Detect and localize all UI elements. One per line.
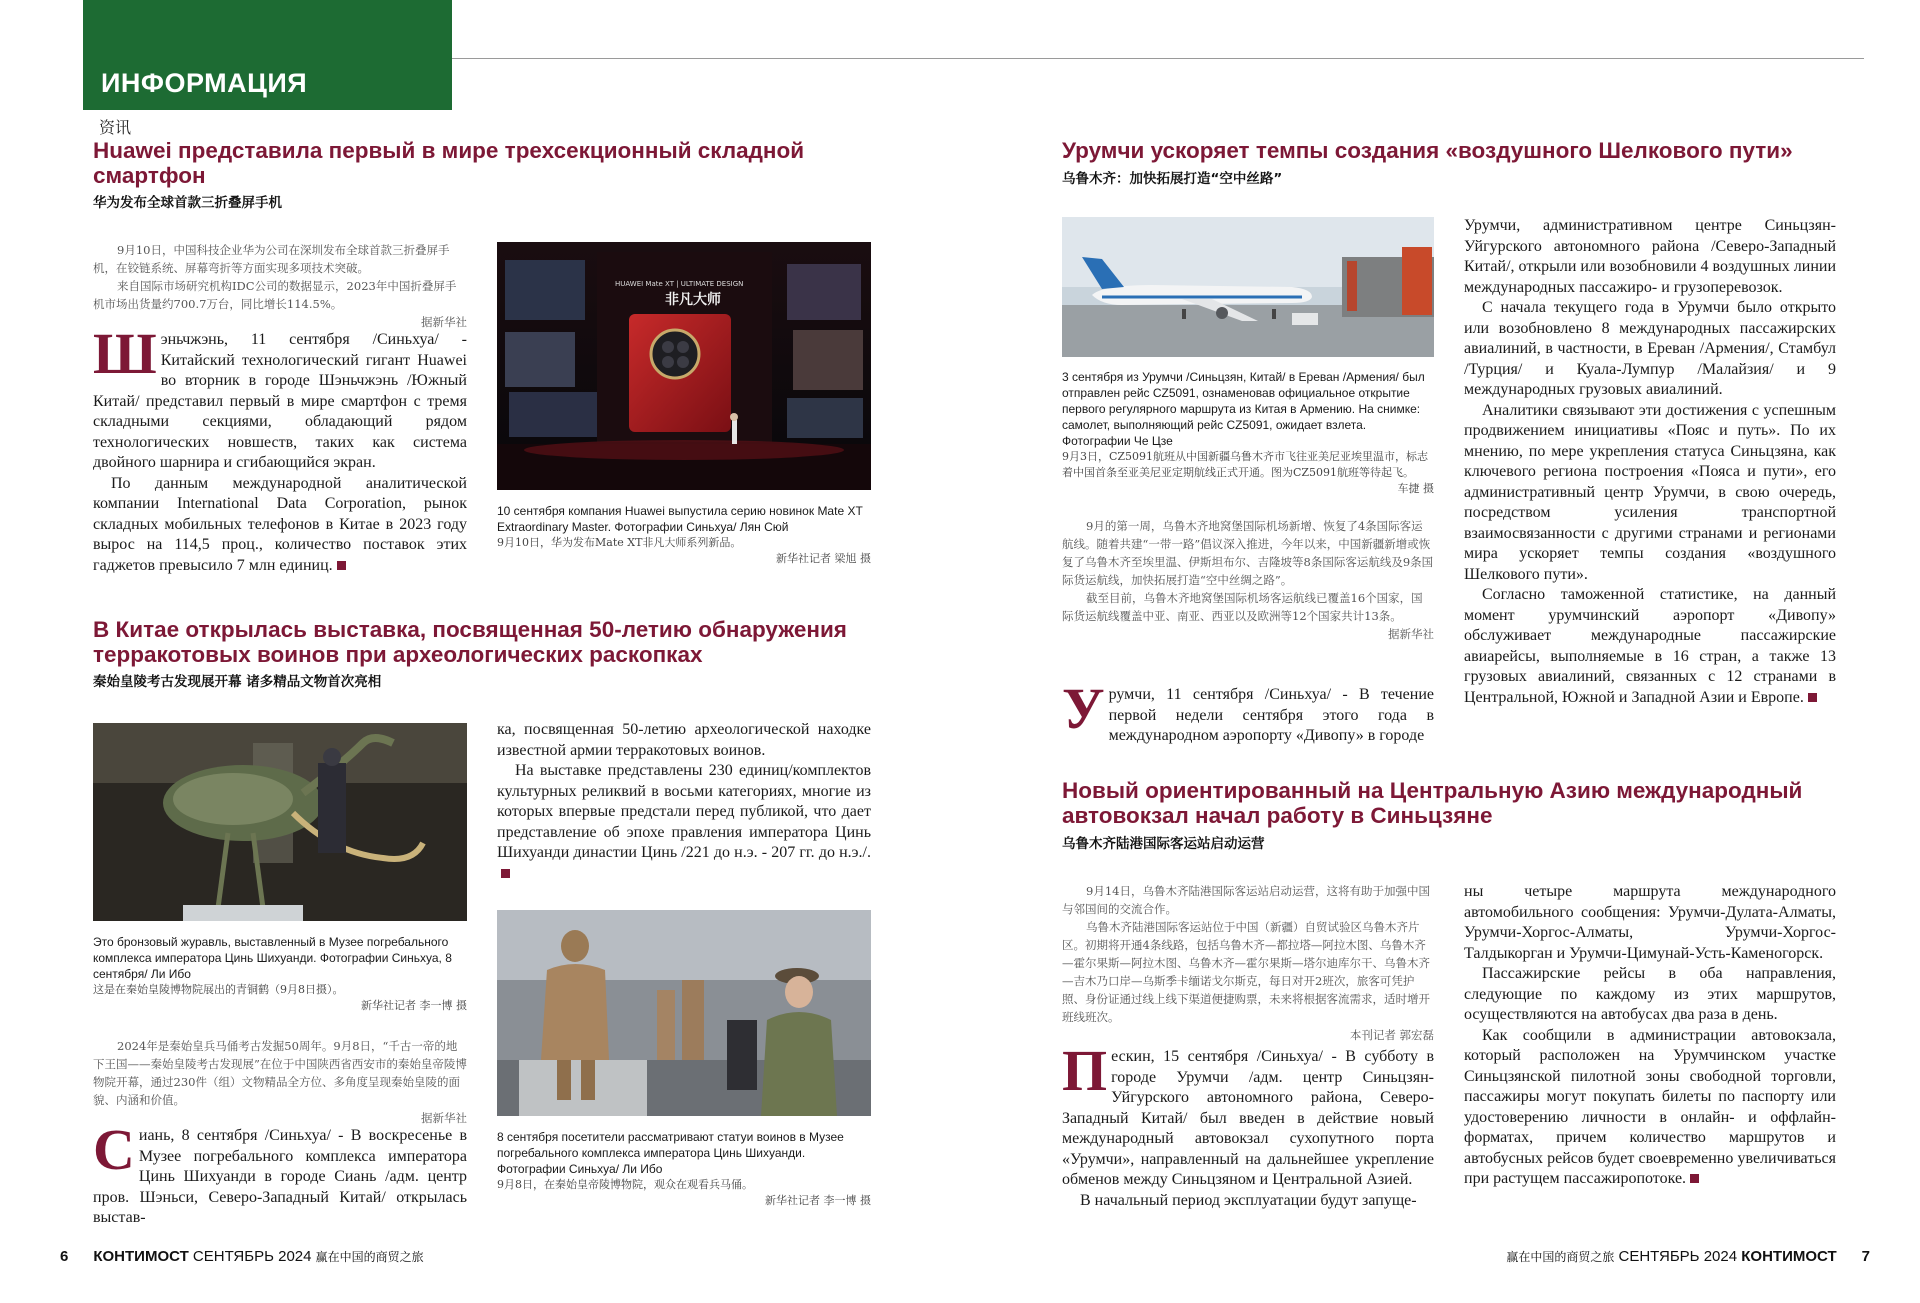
article2-photo2-caption-cn: [497, 1177, 871, 1209]
article4-body-col2: [1464, 882, 1836, 1190]
article2-photo1-caption-cn-text: 这是在秦始皇陵博物院展出的青铜鹤（9月8日摄）。: [93, 983, 344, 996]
article2-photo2-caption-cn-text: 9月8日，在秦始皇帝陵博物院，观众在观看兵马俑。: [497, 1178, 753, 1191]
end-mark: [501, 869, 510, 878]
article3-cn-lead-p2: 截至目前，乌鲁木齐地窝堡国际机场客运航线已覆盖16个国家，国际货运航线覆盖中亚、南亚、西亚以及欧洲等12个国家共计13条。: [1062, 591, 1423, 623]
article3-photo-caption-cn-text: 9月3日，CZ5091航班从中国新疆乌鲁木齐市飞往亚美尼亚埃里温市，标志着中国首条至亚美尼亚定期航线正式开通。图为CZ5091航班等待起飞。: [1062, 450, 1429, 479]
article4-paragraph-2: В начальный период эксплуатации будут запуще-: [1080, 1191, 1417, 1209]
article3-paragraph-2: С начала текущего года в Урумчи было открыто или возобновлено 8 международных пассажирских авиалиний, в частности, в Ереван /Армения/, Стамбул /Турция/ и Куала-Лумпур /Малайзия/ и 9 международных грузовых авиалиний.: [1464, 299, 1836, 398]
article2-photo1: [93, 723, 467, 921]
article1-cn-lead: [93, 241, 467, 331]
article2-cn-title: 秦始皇陵考古发现展开幕 诸多精品文物首次亮相: [93, 674, 382, 690]
issue-right: СЕНТЯБРЬ 2024: [1618, 1248, 1738, 1265]
article4-cn-lead-credit: 本刊记者 郭宏磊: [1349, 1028, 1434, 1042]
article2-headline: В Китае открылась выставка, посвященная 50-летию обнаружения терракотовых воинов при археологических раскопках: [93, 617, 847, 667]
article3-photo: [1062, 217, 1434, 357]
article4-cn-lead-p2: 乌鲁木齐陆港国际客运站位于中国（新疆）自贸试验区乌鲁木齐片区。初期将开通4条线路，包括乌鲁木齐—都拉塔—阿拉木图、乌鲁木齐—霍尔果斯—阿拉木图、乌鲁木齐—霍尔果斯—塔尔迪库尔干、乌鲁木齐—吉木乃口岸—乌斯季卡缅诺戈尔斯克，每日对开2班次，旅客可凭护照、身份证通过线上线下渠道便捷购票，未来将根据客流需求，适时增开班线班次。: [1062, 920, 1430, 1024]
article1-paragraph-2: По данным международной аналитической компании International Data Corporation, рынок складных мобильных телефонов в Китае в 2023 году вырос на 114,5 проц., количество поставок этих гаджетов превысило 7 млн единиц.: [93, 474, 467, 574]
article1-photo-credit-cn: 新华社记者 梁旭 摄: [776, 552, 871, 565]
article3-paragraph-3: Аналитики связывают эти достижения с успешным продвижением инициативы «Пояс и путь». По их мнению, по мере укрепления статуса Синьцзяна, как ключевого региона построения «Пояса и пути», его административный центр Урумчи, в свою очередь, посредством усиления транспортной взаимосвязанности с другими странами и регионами мира ускоряет темпы создания «воздушного Шелкового пути».: [1464, 401, 1836, 583]
article1-paragraph-1: эньчжэнь, 11 сентября /Синьхуа/ - Китайский технологический гигант Huawei во вторник в городе Шэньчжэнь /Южный Китай/ представил первый в мире смартфон с тремя складными секциями, обладающий рядом технологических новшеств, таких как система двойного шарнира и сгибающийся экран.: [93, 331, 467, 471]
article1-cn-lead-p2: 来自国际市场研究机构IDC公司的数据显示，2023年中国折叠屏手机市场出货量约700.7万台，同比增长114.5%。: [93, 279, 457, 311]
footer-left: [60, 1248, 424, 1265]
article2-cn-lead-text: 2024年是秦始皇兵马俑考古发掘50周年。9月8日，“千古一帝的地下王国——秦始皇陵考古发现展”在位于中国陕西省西安市的秦始皇帝陵博物院开幕，通过230件（组）文物精品全方位、多角度呈现秦始皇陵的面貌、内涵和价值。: [93, 1039, 467, 1107]
article2-paragraph-1: иань, 8 сентября /Синьхуа/ - В воскресенье в Музее погребального комплекса императора Цинь Шихуанди в городе Сиань /адм. центр пров. Шэньси, Северо-Западный Китай/ открылась выстав-: [93, 1127, 467, 1226]
article3-photo-caption: 3 сентября из Урумчи /Синьцзян, Китай/ в Ереван /Армения/ был отправлен рейс CZ5091, ознаменовав официальное открытие первого регулярного маршрута из Китая в Армению. На снимке: самолет, выполняющий рейс CZ5091, ожидает взлета. Фотографии Че Цзе: [1062, 370, 1425, 448]
article3-body-col1: [1062, 676, 1434, 747]
article3-cn-lead-credit: 据新华社: [1388, 627, 1434, 641]
bronze-crane-image: [93, 723, 467, 921]
article2-paragraph-2: На выставке представлены 230 единиц/комплектов культурных реликвий в восьми категориях, многие из которых впервые предстали перед публикой, что дает представление об эпохе правления императора Цинь Шихуанди династии Цинь /221 до н.э. - 207 гг. до н.э./.: [497, 762, 871, 861]
article1-cn-title: 华为发布全球首款三折叠屏手机: [93, 195, 282, 211]
article2-body-col2: [497, 720, 871, 884]
article4-paragraph-4: Как сообщили в администрации автовокзала, который расположен на Урумчинском участке Синьцзянской пилотной зоны свободной торговли, пассажиры могут покупать билеты по паспорту или удостоверению личности в онлайн- и оффлайн-форматах, причем количество маршрутов и автобусных рейсов будет своевременно увеличиваться при растущем пассажиропотоке.: [1464, 1026, 1836, 1187]
article1-photo-caption-cn-text: 9月10日，华为发布Mate XT非凡大师系列新品。: [497, 536, 742, 549]
article2-photo2-credit-cn: 新华社记者 李一博 摄: [765, 1194, 871, 1207]
article2-photo1-caption-cn: [93, 982, 467, 1014]
article2-photo1-caption: Это бронзовый журавль, выставленный в Музее погребального комплекса императора Цинь Шихуанди. Фотографии Синьхуа, 8 сентября/ Ли Ибо: [93, 935, 452, 981]
article3-cn-lead: [1062, 517, 1434, 643]
article3-dropcap: У: [1062, 676, 1105, 741]
magazine-brand-left: КОНТИМОСТ: [93, 1248, 189, 1265]
article4-paragraph-2-cont: ны четыре маршрута международного автомобильного сообщения: Урумчи-Дулата-Алматы, Урумчи-Хоргос-Алматы, Урумчи-Хоргос-Талдыкорган и Урумчи-Цимунай-Усть-Каменогорск.: [1464, 883, 1836, 962]
article2-paragraph-1-cont: ка, посвященная 50-летию археологической находке известной армии терракотовых воинов.: [497, 721, 871, 759]
huawei-launch-image: [497, 242, 871, 490]
article2-cn-lead-credit: 据新华社: [421, 1111, 467, 1125]
end-mark: [337, 561, 346, 570]
article2-photo1-credit-cn: 新华社记者 李一博 摄: [361, 999, 467, 1012]
article4-body-col1: [1062, 1038, 1434, 1211]
issue-left: СЕНТЯБРЬ 2024: [192, 1248, 312, 1265]
section-title: ИНФОРМАЦИЯ: [101, 68, 308, 98]
article3-paragraph-4: Согласно таможенной статистике, на данный момент урумчинский аэропорт «Дивопу» обслуживает международные пассажирские авиарейсы, выполняемые в 16 стран, а также 13 грузовых авиалиний, связанных с 12 странами в Центральной, Южной и Западной Азии и Европе.: [1464, 586, 1836, 706]
article3-photo-caption-cn: [1062, 449, 1434, 497]
footer-right: [1506, 1248, 1870, 1265]
article1-photo-caption-cn: [497, 535, 871, 567]
article4-paragraph-3: Пассажирские рейсы в оба направления, следующие по каждому из этих маршрутов, осуществляются на автобусах два раза в день.: [1464, 965, 1836, 1023]
article1-dropcap: Ш: [93, 321, 157, 386]
article3-cn-lead-p1: 9月的第一周，乌鲁木齐地窝堡国际机场新增、恢复了4条国际客运航线。随着共建“一带一路”倡议深入推进，今年以来，中国新疆新增或恢复了乌鲁木齐至埃里温、伊斯坦布尔、吉隆坡等8条国际客运航线及9条国际货运航线，加快拓展打造“空中丝绸之路”。: [1062, 519, 1434, 587]
article3-paragraph-1-cont: Урумчи, административном центре Синьцзян-Уйгурского автономного района /Северо-Западный Китай/, открыли или возобновили 4 воздушных линии международных пассажиро- и грузоперевозок.: [1464, 217, 1837, 296]
article4-cn-title: 乌鲁木齐陆港国际客运站启动运营: [1062, 836, 1265, 852]
article1-cn-lead-credit: 据新华社: [421, 315, 467, 329]
header-rule: [452, 58, 1864, 59]
section-title-cn: 资讯: [99, 118, 132, 137]
end-mark: [1690, 1174, 1699, 1183]
article4-headline: Новый ориентированный на Центральную Азию международный автовокзал начал работу в Синьцзяне: [1062, 778, 1803, 828]
article2-dropcap: С: [93, 1117, 135, 1182]
article3-body-col2: [1464, 216, 1836, 708]
article1-photo: [497, 242, 871, 490]
article4-cn-lead: [1062, 882, 1434, 1044]
airplane-image: [1062, 217, 1434, 357]
article4-paragraph-1: ескин, 15 сентября /Синьхуа/ - В субботу в городе Урумчи /адм. центр Синьцзян-Уйгурского автономного района, Северо-Западный Китай/ был введен в действие новый международный автовокзал сухопутного порта «Урумчи», направленный на дальнейшее укрепление обменов между Синьцзяном и Центральной Азией.: [1062, 1048, 1434, 1188]
slogan-right: 赢在中国的商贸之旅: [1506, 1250, 1615, 1264]
article2-photo2-caption: 8 сентября посетители рассматривают статуи воинов в Музее погребального комплекса императора Цинь Шихуанди. Фотографии Синьхуа/ Ли Ибо: [497, 1130, 844, 1176]
article2-cn-lead: [93, 1037, 467, 1127]
article3-headline: Урумчи ускоряет темпы создания «воздушного Шелкового пути»: [1062, 138, 1793, 163]
article4-dropcap: П: [1062, 1038, 1108, 1103]
article4-cn-lead-p1: 9月14日，乌鲁木齐陆港国际客运站启动运营，这将有助于加强中国与邻国间的交流合作。: [1062, 884, 1430, 916]
screen-text-2: 非凡大师: [665, 292, 721, 308]
page-number-left: 6: [60, 1248, 69, 1265]
screen-text-1: HUAWEI Mate XT | ULTIMATE DESIGN: [615, 280, 744, 288]
end-mark: [1808, 693, 1817, 702]
article3-cn-title: 乌鲁木齐：加快拓展打造“空中丝路”: [1062, 171, 1283, 187]
article3-paragraph-1: румчи, 11 сентября /Синьхуа/ - В течение первой недели сентября этого года в международном аэропорту «Дивопу» в городе: [1108, 686, 1434, 744]
article1-headline: Huawei представила первый в мире трехсекционный складной смартфон: [93, 138, 805, 188]
magazine-brand-right: КОНТИМОСТ: [1741, 1248, 1837, 1265]
slogan-left: 赢在中国的商贸之旅: [315, 1250, 424, 1264]
page-number-right: 7: [1861, 1248, 1870, 1265]
terracotta-warrior-image: [497, 910, 871, 1116]
article2-photo2: [497, 910, 871, 1116]
article3-photo-credit-cn: 车捷 摄: [1397, 482, 1434, 495]
article1-cn-lead-p1: 9月10日，中国科技企业华为公司在深圳发布全球首款三折叠屏手机，在铰链系统、屏幕弯折等方面实现多项技术突破。: [93, 243, 450, 275]
article1-photo-caption: 10 сентября компания Huawei выпустила серию новинок Mate XT Extraordinary Master. Фотографии Синьхуа/ Лян Сюй: [497, 504, 863, 534]
